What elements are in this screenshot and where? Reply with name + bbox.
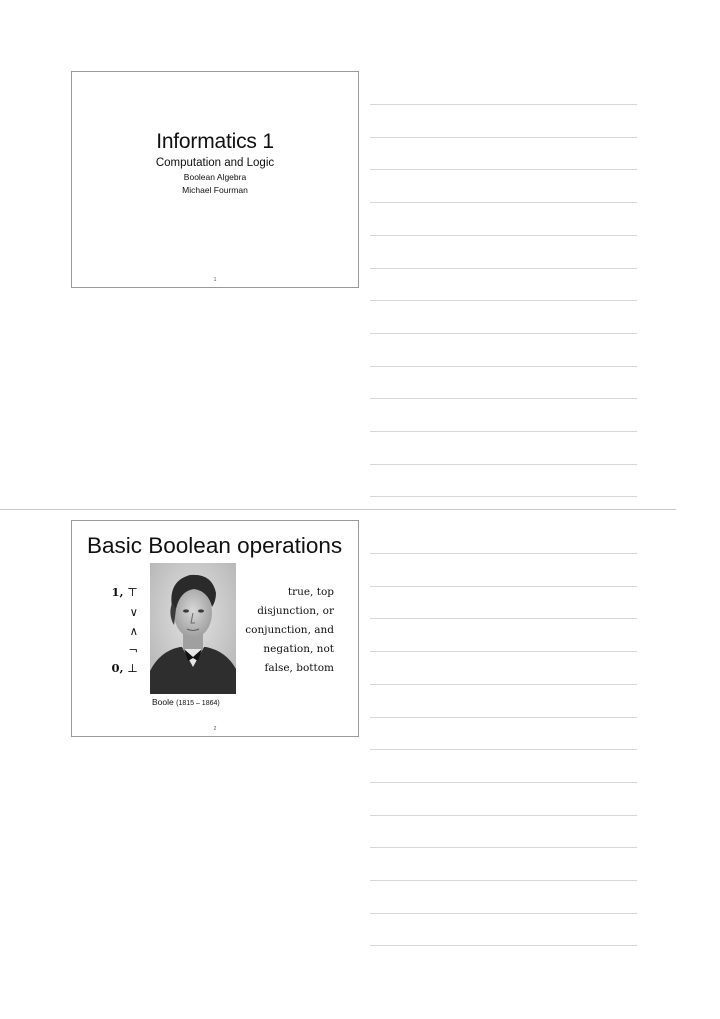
notes-line bbox=[370, 684, 637, 685]
boole-portrait-image bbox=[150, 563, 236, 694]
notes-line bbox=[370, 496, 637, 497]
notes-line bbox=[370, 651, 637, 652]
symbol-bold: 1, bbox=[111, 585, 124, 599]
notes-line bbox=[370, 815, 637, 816]
slide-title: Basic Boolean operations bbox=[87, 533, 343, 558]
notes-line bbox=[370, 618, 637, 619]
notes-line bbox=[370, 300, 637, 301]
page-number: 2 bbox=[213, 726, 217, 732]
notes-line bbox=[370, 553, 637, 554]
slide-topic: Boolean Algebra bbox=[183, 172, 247, 182]
slide-author: Michael Fourman bbox=[182, 185, 248, 195]
slide-subtitle: Computation and Logic bbox=[155, 157, 275, 169]
notes-line bbox=[370, 913, 637, 914]
notes-line bbox=[370, 880, 637, 881]
notes-line bbox=[370, 202, 637, 203]
notes-line bbox=[370, 268, 637, 269]
portrait-caption bbox=[152, 697, 220, 707]
symbol-glyph: ∧ bbox=[129, 624, 138, 638]
notes-line bbox=[370, 464, 637, 465]
description-and: conjunction, and bbox=[245, 624, 334, 636]
notes-line bbox=[370, 366, 637, 367]
symbol-and bbox=[130, 624, 138, 638]
notes-line bbox=[370, 398, 637, 399]
symbol-glyph: ∨ bbox=[129, 605, 138, 619]
symbol-not bbox=[128, 643, 138, 657]
symbol-true bbox=[112, 585, 139, 599]
symbol-glyph: ⊤ bbox=[127, 585, 138, 599]
slide-1 bbox=[71, 71, 359, 288]
notes-line bbox=[370, 169, 637, 170]
notes-line bbox=[370, 782, 637, 783]
symbol-glyph: ¬ bbox=[128, 643, 138, 657]
symbol-or bbox=[130, 605, 138, 619]
notes-line bbox=[370, 235, 637, 236]
notes-line bbox=[370, 749, 637, 750]
slide-2 bbox=[71, 520, 359, 737]
notes-line bbox=[370, 586, 637, 587]
symbol-glyph: ⊥ bbox=[127, 661, 138, 675]
notes-line bbox=[370, 717, 637, 718]
symbol-false bbox=[112, 661, 139, 675]
description-not: negation, not bbox=[263, 643, 334, 655]
notes-line bbox=[370, 431, 637, 432]
page-number: 1 bbox=[213, 277, 217, 283]
slide-title: Informatics 1 bbox=[156, 130, 274, 153]
notes-line bbox=[370, 137, 637, 138]
description-false: false, bottom bbox=[264, 662, 334, 674]
caption-years: (1815 – 1864) bbox=[176, 700, 220, 707]
description-true: true, top bbox=[287, 586, 334, 598]
caption-name: Boole bbox=[152, 697, 174, 707]
notes-line bbox=[370, 104, 637, 105]
page-separator bbox=[0, 509, 676, 510]
description-or: disjunction, or bbox=[257, 605, 334, 617]
notes-line bbox=[370, 333, 637, 334]
notes-line bbox=[370, 945, 637, 946]
notes-line bbox=[370, 847, 637, 848]
symbol-bold: 0, bbox=[111, 661, 124, 675]
